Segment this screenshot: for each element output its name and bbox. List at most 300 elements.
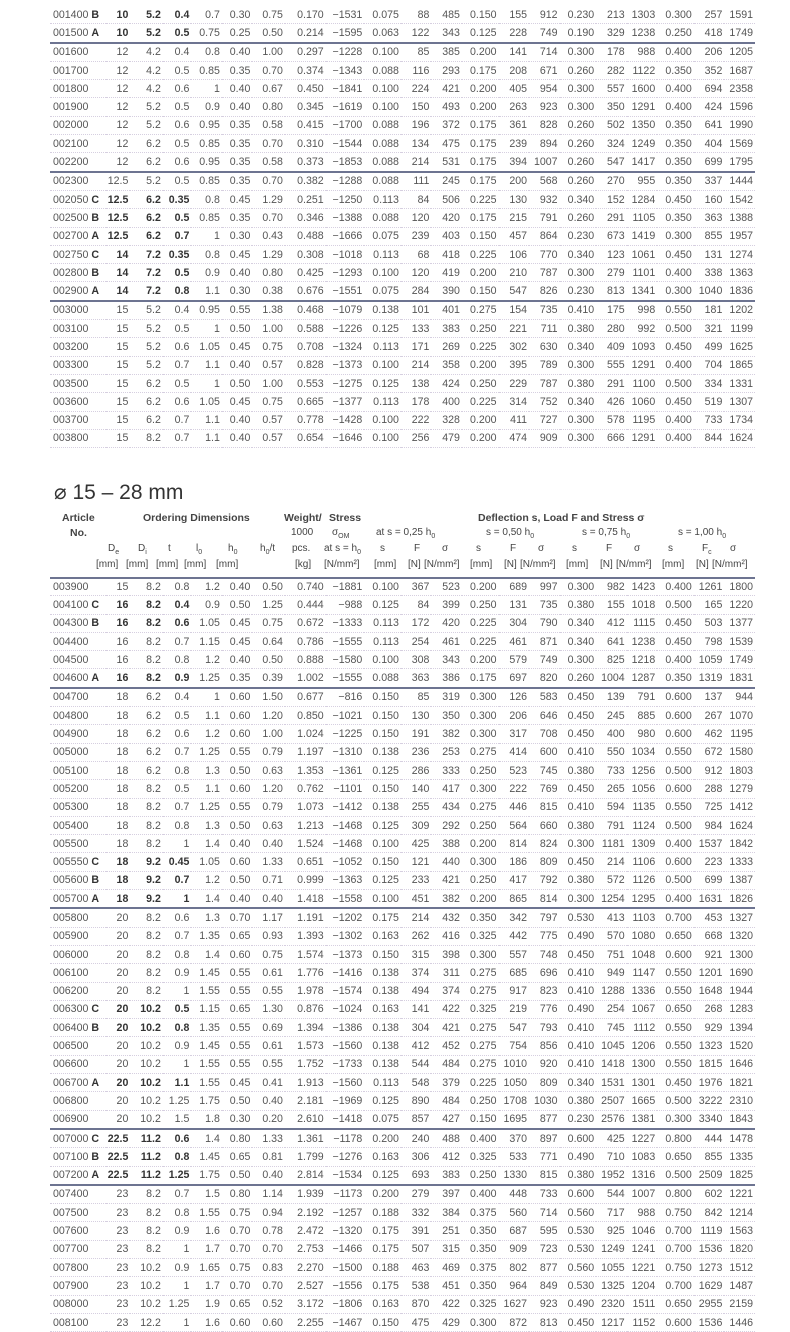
cell-h0-t: 1.33 (252, 853, 285, 871)
cell-l0: 1.55 (191, 1055, 222, 1073)
cell-stress: −1257 (326, 1204, 365, 1222)
article-number: 008000 (53, 1298, 89, 1311)
cell-l0: 1.3 (191, 761, 222, 779)
cell-l0: 1.6 (191, 1222, 222, 1240)
cell-fc100: 268 (694, 1000, 725, 1018)
table-row (50, 301, 755, 320)
cell-weight: 0.444 (285, 596, 326, 614)
cell-article (50, 356, 106, 374)
cell-f25: 120 (401, 264, 432, 282)
cell-s100: 0.600 (657, 945, 694, 963)
cell-s100: 0.600 (657, 688, 694, 707)
cell-stress: −1531 (326, 6, 365, 24)
cell-weight: 0.651 (285, 853, 326, 871)
cell-l0: 0.95 (191, 116, 222, 134)
cell-di: 8.2 (130, 578, 163, 596)
cell-t: 1.1 (163, 1074, 191, 1092)
cell-weight: 1.361 (285, 1129, 326, 1148)
cell-f25: 239 (401, 227, 432, 245)
cell-sigma100: 1205 (724, 43, 755, 62)
cell-article (50, 945, 106, 963)
cell-article (50, 798, 106, 816)
cell-s25: 0.175 (364, 1222, 401, 1240)
header-col-symbol: F (510, 543, 517, 554)
cell-h0: 0.45 (222, 614, 253, 632)
cell-s75: 0.230 (560, 6, 597, 24)
cell-f25: 178 (401, 393, 432, 411)
cell-di: 8.2 (130, 964, 163, 982)
article-number: 006600 (53, 1058, 89, 1071)
cell-sigma50: 568 (529, 172, 560, 191)
cell-sigma50: 932 (529, 190, 560, 208)
cell-weight: 0.762 (285, 780, 326, 798)
cell-f50: 200 (499, 172, 530, 191)
cell-sigma50: 600 (529, 743, 560, 761)
cell-sigma75: 1105 (627, 209, 658, 227)
table-row (50, 1277, 755, 1295)
cell-s50: 0.250 (462, 761, 499, 779)
cell-h0-t: 0.67 (252, 80, 285, 98)
cell-stress: −1018 (326, 245, 365, 263)
cell-s100: 0.400 (657, 411, 694, 429)
cell-h0-t: 0.70 (252, 172, 285, 191)
cell-f75: 1531 (596, 1074, 627, 1092)
cell-t: 0.5 (163, 61, 191, 79)
cell-weight: 0.553 (285, 374, 326, 392)
cell-stress: −1556 (326, 1277, 365, 1295)
article-grade: B (91, 8, 99, 21)
cell-s50: 0.200 (462, 835, 499, 853)
cell-article (50, 116, 106, 134)
cell-di: 6.2 (130, 227, 163, 245)
cell-s75: 0.300 (560, 578, 597, 596)
table-row (50, 1240, 755, 1258)
cell-weight: 1.939 (285, 1185, 326, 1204)
cell-de: 16 (106, 632, 130, 650)
header-col-unit: [N] (408, 559, 421, 570)
cell-t: 0.4 (163, 596, 191, 614)
cell-t: 1 (163, 890, 191, 909)
cell-di: 11.2 (130, 1166, 163, 1185)
cell-di: 8.2 (130, 1204, 163, 1222)
cell-s50: 0.225 (462, 190, 499, 208)
article-number: 006000 (53, 948, 89, 961)
cell-f50: 865 (499, 890, 530, 909)
cell-f50: 1330 (499, 1166, 530, 1185)
article-number: 005900 (53, 930, 89, 943)
cell-s100: 0.550 (657, 1019, 694, 1037)
cell-s100: 0.400 (657, 264, 694, 282)
cell-s100: 0.500 (657, 871, 694, 889)
cell-s100: 0.450 (657, 614, 694, 632)
table-row (50, 6, 755, 24)
cell-s75: 0.260 (560, 61, 597, 79)
cell-article (50, 393, 106, 411)
cell-l0: 1 (191, 374, 222, 392)
cell-sigma25: 432 (431, 908, 462, 927)
cell-l0: 1.55 (191, 1204, 222, 1222)
cell-de: 23 (106, 1185, 130, 1204)
cell-weight: 2.753 (285, 1240, 326, 1258)
cell-sigma75: 1061 (627, 245, 658, 263)
cell-weight: 2.472 (285, 1222, 326, 1240)
cell-de: 16 (106, 614, 130, 632)
cell-sigma50: 771 (529, 1148, 560, 1166)
cell-sigma50: 809 (529, 853, 560, 871)
cell-sigma50: 856 (529, 1037, 560, 1055)
cell-l0: 0.8 (191, 43, 222, 62)
article-number: 003700 (53, 414, 89, 427)
cell-sigma100: 1283 (724, 1000, 755, 1018)
cell-fc100: 725 (694, 798, 725, 816)
cell-stress: −1373 (326, 945, 365, 963)
cell-stress: −1225 (326, 725, 365, 743)
cell-fc100: 137 (694, 688, 725, 707)
cell-de: 18 (106, 761, 130, 779)
cell-sigma75: 1417 (627, 153, 658, 172)
cell-s50: 0.275 (462, 1019, 499, 1037)
cell-f75: 409 (596, 338, 627, 356)
cell-weight: 0.740 (285, 578, 326, 596)
table-row (50, 135, 755, 153)
cell-s50: 0.200 (462, 43, 499, 62)
cell-sigma100: 2159 (724, 1295, 755, 1313)
cell-f25: 507 (401, 1240, 432, 1258)
cell-h0-t: 0.75 (252, 945, 285, 963)
cell-stress: −1619 (326, 98, 365, 116)
table-row (50, 853, 755, 871)
cell-weight: 1.913 (285, 1074, 326, 1092)
article-number: 003200 (53, 340, 89, 353)
cell-di: 7.2 (130, 282, 163, 301)
cell-h0-t: 0.80 (252, 264, 285, 282)
cell-f75: 152 (596, 190, 627, 208)
cell-s50: 0.375 (462, 1204, 499, 1222)
cell-sigma100: 1220 (724, 596, 755, 614)
cell-f25: 140 (401, 780, 432, 798)
cell-fc100: 503 (694, 614, 725, 632)
cell-h0-t: 0.79 (252, 798, 285, 816)
cell-sigma100: 1624 (724, 429, 755, 447)
cell-stress: −1373 (326, 356, 365, 374)
cell-sigma50: 894 (529, 135, 560, 153)
cell-sigma100: 1388 (724, 209, 755, 227)
cell-di: 8.2 (130, 798, 163, 816)
header-ordering-dimensions: Ordering Dimensions (143, 512, 250, 524)
cell-de: 20 (106, 1055, 130, 1073)
header-deflection-title: Deflection s, Load F and Stress σ (478, 512, 645, 524)
cell-s25: 0.125 (364, 761, 401, 779)
table-row (50, 816, 755, 834)
cell-de: 23 (106, 1295, 130, 1313)
cell-s75: 0.490 (560, 927, 597, 945)
cell-sigma75: 1147 (627, 964, 658, 982)
cell-di: 7.2 (130, 245, 163, 263)
cell-f25: 172 (401, 614, 432, 632)
cell-di: 8.2 (130, 982, 163, 1000)
article-grade: B (91, 1150, 99, 1163)
cell-h0-t: 0.43 (252, 227, 285, 245)
cell-f25: 101 (401, 301, 432, 320)
cell-s25: 0.188 (364, 1258, 401, 1276)
cell-stress: −1580 (326, 651, 365, 669)
header-col-symbol: s (476, 543, 481, 554)
cell-fc100: 1536 (694, 1313, 725, 1331)
table-row (50, 1000, 755, 1018)
cell-s75: 0.260 (560, 135, 597, 153)
cell-s50: 0.275 (462, 1037, 499, 1055)
cell-f50: 206 (499, 707, 530, 725)
cell-s25: 0.125 (364, 320, 401, 338)
cell-h0: 0.45 (222, 632, 253, 650)
cell-weight: 0.345 (285, 98, 326, 116)
cell-s50: 0.200 (462, 80, 499, 98)
cell-s25: 0.150 (364, 780, 401, 798)
cell-article (50, 835, 106, 853)
table-row (50, 24, 755, 43)
cell-sigma75: 1093 (627, 338, 658, 356)
cell-h0: 0.50 (222, 816, 253, 834)
header-group-label: s = 0,50 $h_0$ (486, 527, 535, 540)
cell-f75: 570 (596, 927, 627, 945)
table-row (50, 1037, 755, 1055)
cell-h0: 0.70 (222, 1240, 253, 1258)
cell-sigma50: 770 (529, 245, 560, 263)
cell-de: 12 (106, 98, 130, 116)
cell-de: 20 (106, 927, 130, 945)
cell-f50: 317 (499, 725, 530, 743)
cell-s75: 0.410 (560, 798, 597, 816)
cell-t: 0.5 (163, 374, 191, 392)
cell-s50: 0.150 (462, 6, 499, 24)
table-row (50, 1258, 755, 1276)
cell-di: 4.2 (130, 80, 163, 98)
cell-weight: 1.394 (285, 1019, 326, 1037)
cell-h0: 0.60 (222, 688, 253, 707)
cell-f75: 544 (596, 1185, 627, 1204)
header-stress: Stress (329, 512, 362, 524)
cell-weight: 0.676 (285, 282, 326, 301)
cell-s100: 0.600 (657, 780, 694, 798)
cell-sigma75: 1341 (627, 282, 658, 301)
cell-f75: 350 (596, 98, 627, 116)
cell-stress: −1363 (326, 871, 365, 889)
header-article-no: No. (70, 527, 87, 539)
cell-article (50, 1055, 106, 1073)
cell-l0: 1.1 (191, 356, 222, 374)
cell-h0: 0.60 (222, 853, 253, 871)
cell-sigma75: 1336 (627, 982, 658, 1000)
cell-f75: 925 (596, 1222, 627, 1240)
cell-h0: 0.50 (222, 1166, 253, 1185)
cell-sigma50: 797 (529, 908, 560, 927)
cell-sigma25: 417 (431, 780, 462, 798)
cell-s25: 0.163 (364, 1148, 401, 1166)
cell-f25: 111 (401, 172, 432, 191)
cell-l0: 0.85 (191, 172, 222, 191)
cell-s50: 0.225 (462, 614, 499, 632)
cell-sigma50: 787 (529, 264, 560, 282)
cell-f50: 208 (499, 61, 530, 79)
cell-sigma25: 493 (431, 98, 462, 116)
cell-s25: 0.100 (364, 429, 401, 447)
cell-s25: 0.100 (364, 43, 401, 62)
cell-weight: 0.310 (285, 135, 326, 153)
cell-h0-t: 1.29 (252, 190, 285, 208)
cell-f50: 215 (499, 209, 530, 227)
cell-s50: 0.300 (462, 725, 499, 743)
cell-l0: 0.9 (191, 264, 222, 282)
cell-h0-t: 0.40 (252, 1092, 285, 1110)
cell-s25: 0.113 (364, 393, 401, 411)
cell-t: 1 (163, 982, 191, 1000)
cell-weight: 1.524 (285, 835, 326, 853)
article-number: 004700 (53, 691, 89, 704)
cell-s75: 0.340 (560, 393, 597, 411)
cell-s100: 0.600 (657, 725, 694, 743)
table-row (50, 172, 755, 191)
cell-t: 0.5 (163, 1000, 191, 1018)
article-number: 007700 (53, 1243, 89, 1256)
cell-weight: 0.778 (285, 411, 326, 429)
cell-sigma25: 421 (431, 871, 462, 889)
table-row (50, 982, 755, 1000)
cell-f25: 214 (401, 908, 432, 927)
cell-de: 12.5 (106, 209, 130, 227)
cell-sigma75: 1300 (627, 1055, 658, 1073)
cell-sigma25: 251 (431, 1222, 462, 1240)
cell-s25: 0.125 (364, 596, 401, 614)
cell-sigma50: 735 (529, 596, 560, 614)
cell-f25: 306 (401, 1148, 432, 1166)
table-row (50, 1074, 755, 1092)
cell-stress: −1574 (326, 982, 365, 1000)
cell-h0-t: 0.41 (252, 1074, 285, 1092)
cell-de: 23 (106, 1313, 130, 1331)
cell-article (50, 908, 106, 927)
cell-h0-t: 1.29 (252, 245, 285, 263)
cell-s50: 0.250 (462, 871, 499, 889)
cell-h0: 0.35 (222, 116, 253, 134)
cell-f75: 214 (596, 853, 627, 871)
cell-stress: −1560 (326, 1074, 365, 1092)
cell-stress: −1320 (326, 1222, 365, 1240)
cell-fc100: 519 (694, 393, 725, 411)
cell-f75: 825 (596, 651, 627, 669)
cell-de: 14 (106, 245, 130, 263)
table-row (50, 1295, 755, 1313)
cell-de: 10 (106, 6, 130, 24)
cell-fc100: 1536 (694, 1240, 725, 1258)
cell-de: 20 (106, 1092, 130, 1110)
cell-s25: 0.113 (364, 245, 401, 263)
cell-l0: 1.1 (191, 429, 222, 447)
cell-article (50, 135, 106, 153)
table-row (50, 1148, 755, 1166)
cell-sigma50: 813 (529, 1313, 560, 1331)
cell-s75: 0.260 (560, 669, 597, 688)
cell-sigma50: 823 (529, 982, 560, 1000)
cell-f50: 685 (499, 964, 530, 982)
cell-fc100: 3340 (694, 1110, 725, 1129)
cell-sigma50: 826 (529, 282, 560, 301)
cell-fc100: 334 (694, 374, 725, 392)
cell-h0: 0.30 (222, 282, 253, 301)
cell-s100: 0.450 (657, 1074, 694, 1092)
cell-h0-t: 0.70 (252, 1240, 285, 1258)
cell-s25: 0.150 (364, 707, 401, 725)
cell-f75: 578 (596, 411, 627, 429)
cell-s50: 0.250 (462, 1166, 499, 1185)
table-row (50, 43, 755, 62)
article-number: 006700 (53, 1076, 89, 1089)
article-number: 002200 (53, 156, 89, 169)
cell-article (50, 816, 106, 834)
cell-article (50, 1019, 106, 1037)
cell-s100: 0.650 (657, 927, 694, 945)
table-row (50, 1129, 755, 1148)
cell-di: 6.2 (130, 725, 163, 743)
cell-t: 0.8 (163, 761, 191, 779)
cell-h0: 0.75 (222, 1204, 253, 1222)
cell-di: 10.2 (130, 1037, 163, 1055)
cell-l0: 1.25 (191, 798, 222, 816)
spring-table-lower (50, 578, 755, 1332)
cell-sigma100: 1387 (724, 871, 755, 889)
cell-h0-t: 1.00 (252, 725, 285, 743)
cell-f75: 710 (596, 1148, 627, 1166)
section-title: ⌀ 15 – 28 mm (54, 481, 184, 504)
article-number: 005600 (53, 874, 89, 887)
cell-weight: 2.610 (285, 1110, 326, 1129)
cell-t: 0.6 (163, 908, 191, 927)
cell-fc100: 2509 (694, 1166, 725, 1185)
cell-s100: 0.450 (657, 393, 694, 411)
cell-sigma75: 1241 (627, 1240, 658, 1258)
cell-de: 18 (106, 707, 130, 725)
cell-article (50, 1148, 106, 1166)
table-row (50, 596, 755, 614)
cell-sigma50: 828 (529, 116, 560, 134)
cell-s100: 0.700 (657, 908, 694, 927)
cell-sigma100: 1944 (724, 982, 755, 1000)
cell-di: 5.2 (130, 338, 163, 356)
cell-fc100: 257 (694, 6, 725, 24)
cell-l0: 1.25 (191, 669, 222, 688)
cell-sigma25: 319 (431, 688, 462, 707)
cell-article (50, 927, 106, 945)
cell-stress: −1052 (326, 853, 365, 871)
cell-f75: 254 (596, 1000, 627, 1018)
cell-f25: 548 (401, 1074, 432, 1092)
cell-f75: 1004 (596, 669, 627, 688)
cell-sigma100: 1625 (724, 338, 755, 356)
cell-f75: 280 (596, 320, 627, 338)
cell-f50: 533 (499, 1148, 530, 1166)
cell-s50: 0.275 (462, 798, 499, 816)
cell-stress: −1700 (326, 116, 365, 134)
cell-sigma100: 1512 (724, 1258, 755, 1276)
cell-s75: 0.190 (560, 24, 597, 43)
cell-s25: 0.163 (364, 1295, 401, 1313)
cell-de: 22.5 (106, 1148, 130, 1166)
cell-s100: 0.500 (657, 816, 694, 834)
cell-sigma25: 485 (431, 6, 462, 24)
cell-f75: 751 (596, 945, 627, 963)
cell-stress: −1595 (326, 24, 365, 43)
cell-di: 11.2 (130, 1129, 163, 1148)
table-row (50, 1166, 755, 1185)
